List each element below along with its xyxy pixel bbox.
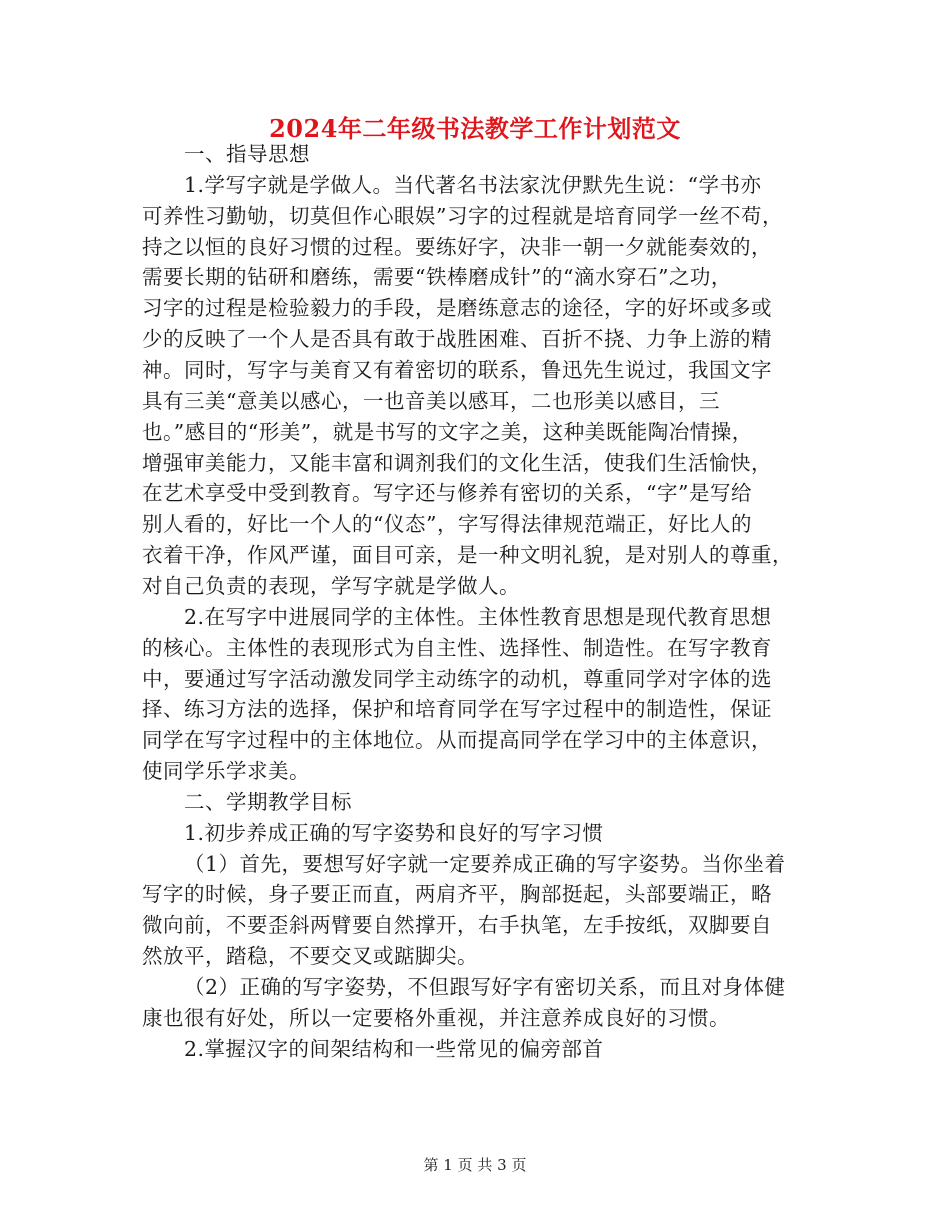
body-line: （1）首先，要想写好字就一定要养成正确的写字姿势。当你坐着 bbox=[184, 851, 786, 876]
page-title: 2024年二年级书法教学工作计划范文 bbox=[269, 114, 681, 143]
body-line: 持之以恒的良好习惯的过程。要练好字，决非一朝一夕就能奏效的， bbox=[142, 234, 772, 259]
body-line: 择、练习方法的选择，保护和培育同学在写字过程中的制造性，保证 bbox=[142, 697, 772, 722]
body-line: 具有三美“意美以感心，一也音美以感耳，二也形美以感目，三 bbox=[142, 388, 720, 413]
body-line: 衣着干净，作风严谨，面目可亲，是一种文明礼貌，是对别人的尊重， bbox=[142, 543, 793, 567]
body-line: 的核心。主体性的表现形式为自主性、选择性、制造性。在写字教育 bbox=[142, 635, 772, 660]
body-line: 中，要通过写字活动激发同学主动练字的动机，尊重同学对字体的选 bbox=[142, 666, 772, 691]
body-line: 对自己负责的表现，学写字就是学做人。 bbox=[142, 573, 520, 598]
body-line: 一、指导思想 bbox=[184, 142, 310, 166]
body-line: 增强审美能力，又能丰富和调剂我们的文化生活，使我们生活愉快， bbox=[142, 450, 772, 475]
body-line: 同学在写字过程中的主体地位。从而提高同学在学习中的主体意识， bbox=[142, 728, 772, 753]
body-line: 微向前，不要歪斜两臂要自然撑开，右手执笔，左手按纸，双脚要自 bbox=[142, 913, 772, 938]
body-line: 二、学期教学目标 bbox=[184, 789, 352, 814]
body-line: （2）正确的写字姿势，不但跟写好字有密切关系，而且对身体健 bbox=[184, 975, 786, 999]
body-line: 需要长期的钻研和磨练，需要“铁棒磨成针”的“滴水穿石”之功， bbox=[142, 265, 732, 290]
body-line: 使同学乐学求美。 bbox=[142, 759, 310, 783]
body-line: 1.学写字就是学做人。当代著名书法家沈伊默先生说：“学书亦 bbox=[184, 172, 762, 197]
body-line: 神。同时，写字与美育又有着密切的联系，鲁迅先生说过，我国文字 bbox=[142, 358, 772, 382]
body-line: 习字的过程是检验毅力的手段，是磨练意志的途径，字的好坏或多或 bbox=[142, 296, 772, 321]
body-line: 康也很有好处，所以一定要格外重视，并注意养成良好的习惯。 bbox=[142, 1005, 730, 1030]
body-line: 少的反映了一个人是否具有敢于战胜困难、百折不挠、力争上游的精 bbox=[142, 327, 772, 352]
body-line: 2.在写字中进展同学的主体性。主体性教育思想是现代教育思想 bbox=[184, 604, 772, 629]
body-line: 在艺术享受中受到教育。写字还与修养有密切的关系，“字”是写给 bbox=[142, 481, 752, 506]
body-line: 也。”感目的“形美”，就是书写的文字之美，这种美既能陶冶情操， bbox=[142, 419, 753, 444]
body-line: 1.初步养成正确的写字姿势和良好的写字习惯 bbox=[184, 820, 604, 845]
body-line: 然放平，踏稳，不要交叉或踮脚尖。 bbox=[142, 944, 478, 969]
body-line: 可养性习勤劬，切莫但作心眼娱”习字的过程就是培育同学一丝不苟， bbox=[142, 203, 783, 228]
body-line: 别人看的，好比一个人的“仪态”，字写得法律规范端正，好比人的 bbox=[142, 512, 752, 537]
body-line: 2.掌握汉字的间架结构和一些常见的偏旁部首 bbox=[184, 1036, 604, 1061]
body-line: 写字的时候，身子要正而直，两肩齐平，胸部挺起，头部要端正，略 bbox=[142, 882, 772, 907]
page-footer: 第 1 页 共 3 页 bbox=[423, 1156, 527, 1174]
